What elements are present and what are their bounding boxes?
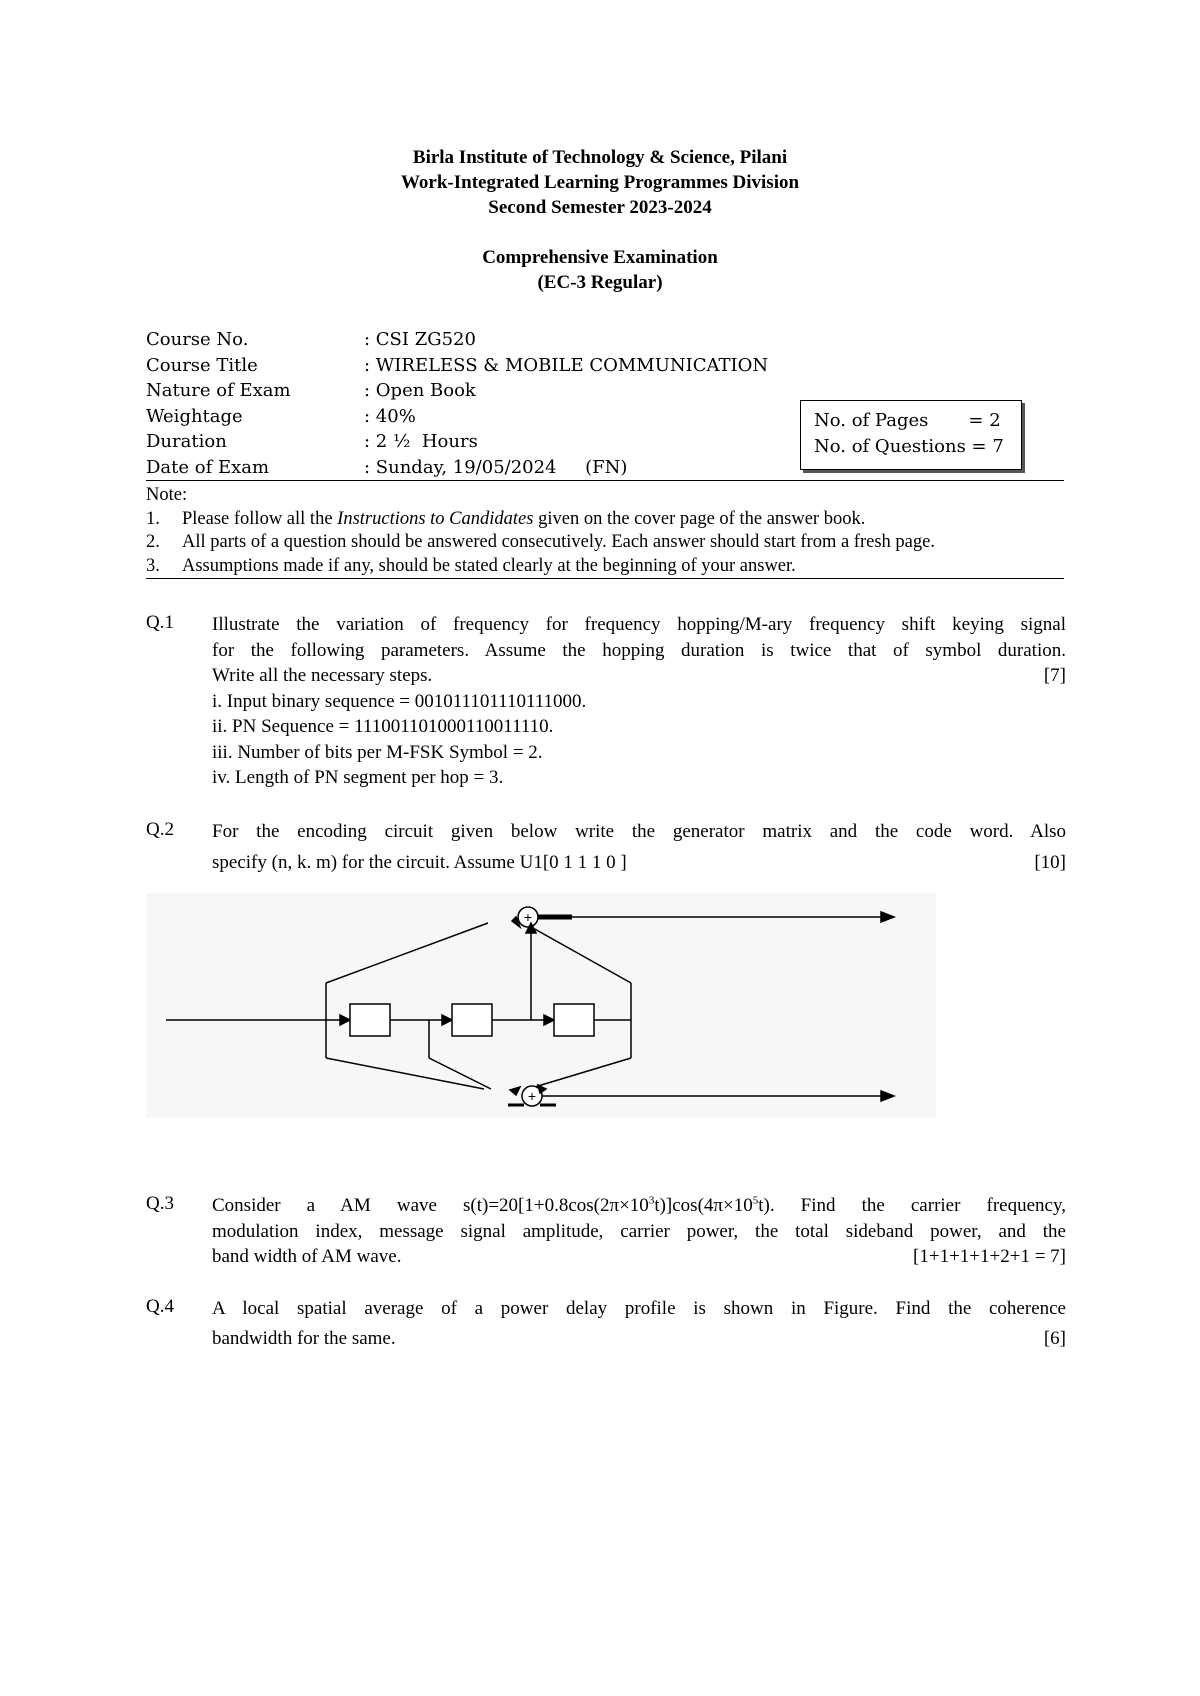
- question-line: specify (n, k. m) for the circuit. Assume U1[0 1 1 1 0 ] [10]: [212, 852, 1066, 873]
- question-line: band width of AM wave. [1+1+1+1+2+1 = 7]: [212, 1246, 1066, 1267]
- exam-header: [0, 145, 1200, 295]
- question-marks: [6]: [1043, 1328, 1066, 1349]
- parameter-item: iv. Length of PN segment per hop = 3.: [212, 767, 504, 788]
- shift-register-2: [452, 1004, 492, 1036]
- question-line: Consider a AM wave $s(t)=20[1+0.8\cos(2\pi\times 10^3t)]\cos(4\pi\times 10^5t)$. Find the carrier frequency,: [212, 1194, 1066, 1216]
- note-number: 1.: [146, 508, 160, 529]
- info-key: Date of Exam: [146, 456, 270, 478]
- question-marks: [10]: [1034, 852, 1066, 873]
- info-row: [146, 327, 1066, 353]
- institute-name: Birla Institute of Technology & Science, Pilani: [412, 147, 788, 168]
- info-value: : 2 ½ Hours: [364, 431, 478, 452]
- question-body: [212, 1193, 1066, 1270]
- info-key: Weightage: [146, 405, 243, 427]
- shift-register-3: [554, 1004, 594, 1036]
- question-line: Write all the necessary steps. [7]: [212, 665, 1066, 686]
- question-line: modulation index, message signal amplitude, carrier power, the total sideband power, and the: [212, 1220, 1066, 1242]
- info-key: Duration: [146, 431, 227, 452]
- note-item: [146, 531, 1064, 555]
- notes-title: Note:: [146, 485, 188, 505]
- note-text: Please follow all the Instructions to Candidates given on the cover page of the answer book.: [182, 508, 866, 529]
- semester: Second Semester 2023-2024: [488, 197, 712, 218]
- question-line: Illustrate the variation of frequency for frequency hopping/M-ary frequency shift keying signal: [212, 614, 1066, 635]
- question-body: [212, 1296, 1066, 1352]
- question-number: Q.1: [146, 612, 174, 633]
- parameter-item: ii. PN Sequence = 111001101000110011110.: [212, 716, 554, 737]
- question-number: Q.2: [146, 819, 174, 840]
- note-number: 3.: [146, 555, 160, 576]
- note-item: [146, 555, 1064, 579]
- parameter-item: iii. Number of bits per M-FSK Symbol = 2.: [212, 741, 543, 763]
- bottom-adder-symbol: +: [527, 1088, 537, 1104]
- page-count-box: [800, 400, 1022, 470]
- info-key: Nature of Exam: [146, 380, 291, 401]
- note-text: All parts of a question should be answered consecutively. Each answer should start from a fresh page.: [182, 532, 935, 552]
- info-value: : 40%: [364, 405, 416, 427]
- question-line: bandwidth for the same. [6]: [212, 1328, 1066, 1349]
- note-number: 2.: [146, 532, 160, 552]
- division-name: Work-Integrated Learning Programmes Division: [400, 172, 800, 193]
- exam-code: (EC-3 Regular): [537, 272, 663, 293]
- info-row: [146, 353, 1066, 379]
- question-body: [212, 819, 1066, 876]
- question-count: No. of Questions = 7: [814, 436, 1004, 457]
- info-value: : CSI ZG520: [364, 329, 476, 350]
- question-number: Q.4: [146, 1296, 174, 1317]
- info-value: : Open Book: [364, 380, 476, 401]
- question-marks: [7]: [1043, 665, 1066, 686]
- parameter-item: i. Input binary sequence = 001011101110111000.: [212, 690, 587, 712]
- encoding-circuit-diagram: [146, 893, 936, 1118]
- info-value: : Sunday, 19/05/2024 (FN): [364, 456, 628, 478]
- info-key: Course No.: [146, 329, 249, 350]
- top-adder-symbol: +: [523, 909, 533, 925]
- divider-bottom: [146, 578, 1064, 579]
- exam-type: Comprehensive Examination: [482, 247, 718, 268]
- shift-register-1: [350, 1004, 390, 1036]
- divider-top: [146, 480, 1064, 481]
- question-line: for the following parameters. Assume the hopping duration is twice that of symbol duration.: [212, 639, 1066, 661]
- page-count: No. of Pages = 2: [814, 410, 1001, 431]
- info-key: Course Title: [146, 354, 258, 376]
- question-marks: [1+1+1+1+2+1 = 7]: [913, 1246, 1066, 1267]
- note-item: [146, 508, 1064, 532]
- diagram-background: [146, 893, 936, 1118]
- notes: [146, 484, 1064, 578]
- info-value: : WIRELESS & MOBILE COMMUNICATION: [364, 354, 769, 376]
- question-body: [212, 612, 1066, 791]
- question-number: Q.3: [146, 1193, 174, 1214]
- question-line: A local spatial average of a power delay profile is shown in Figure. Find the coherence: [212, 1298, 1066, 1319]
- note-text: Assumptions made if any, should be stated clearly at the beginning of your answer.: [182, 555, 796, 576]
- question-line: For the encoding circuit given below write the generator matrix and the code word. Also: [212, 821, 1066, 842]
